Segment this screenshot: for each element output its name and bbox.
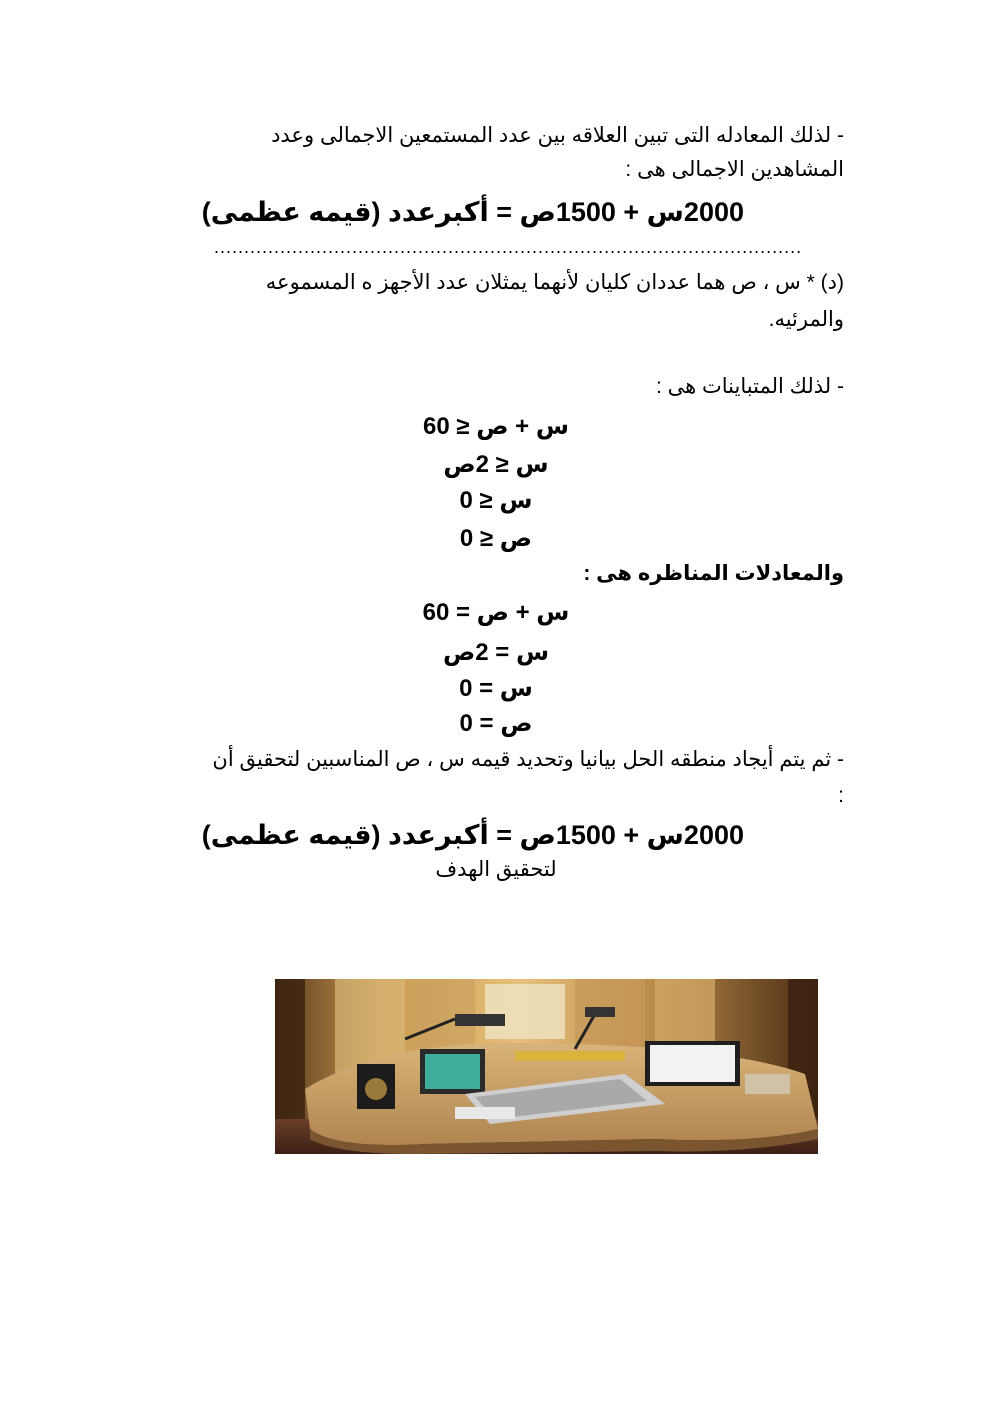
equation-1: س + ص = 60 <box>422 599 570 626</box>
objective-equation-1: 2000س + 1500ص = أكبرعدد (قيمه عظمى) <box>201 197 744 227</box>
goal-caption: لتحقيق الهدف <box>435 858 557 881</box>
inequality-1: س + ص ≤ 60 <box>423 413 569 440</box>
inequality-3: س ≤ 0 <box>459 487 533 514</box>
objective-equation-2: 2000س + 1500ص = أكبرعدد (قيمه عظمى) <box>201 820 744 850</box>
equations-heading: والمعادلات المناظره هى : <box>583 562 844 585</box>
paragraph-2-line-2: والمرئيه. <box>768 308 844 331</box>
dotted-separator: .................................................................................................. <box>214 240 803 254</box>
paragraph-3-line-1: - ثم يتم أيجاد منطقه الحل بيانيا وتحديد قيمه س ، ص المناسبين لتحقيق أن <box>212 748 844 771</box>
paragraph-3-line-2: : <box>838 784 844 807</box>
paragraph-2-line-1: (د) * س ، ص هما عددان كليان لأنهما يمثلان عدد الأجهز ه المسموعه <box>265 271 844 294</box>
inequalities-heading: - لذلك المتباينات هى : <box>655 375 844 398</box>
studio-photo <box>275 979 818 1154</box>
equation-2: س = 2ص <box>442 639 550 666</box>
inequality-4: ص ≤ 0 <box>459 525 533 552</box>
equation-4: ص = 0 <box>459 710 533 737</box>
equation-3: س = 0 <box>459 675 533 702</box>
paragraph-1-line-2: المشاهدين الاجمالى هى : <box>625 158 844 181</box>
paragraph-1-line-1: - لذلك المعادله التى تبين العلاقه بين عدد المستمعين الاجمالى وعدد <box>271 124 844 147</box>
inequality-2: س ≤ 2ص <box>443 451 549 478</box>
